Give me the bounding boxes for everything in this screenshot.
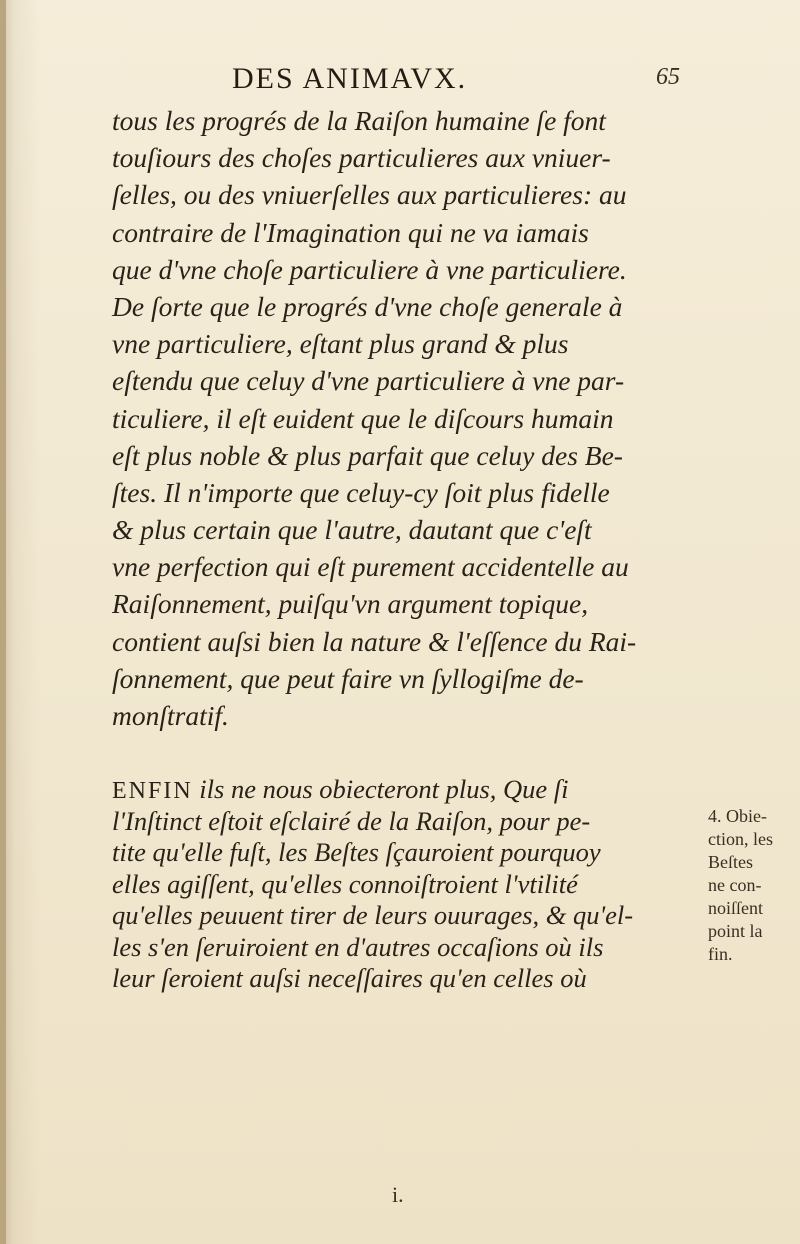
text-line: & plus certain que l'autre, dautant que c'eſt <box>112 514 592 546</box>
margin-note-line: point la <box>708 921 763 941</box>
text-line: l'Inſtinct eſtoit eſclairé de la Raiſon, pour pe- <box>112 805 591 836</box>
text-line: tous les progrés de la Raiſon humaine ſe font <box>112 105 606 136</box>
text-line: leur ſeroient auſsi neceſſaires qu'en celles où <box>112 963 587 993</box>
text-line: contient auſsi bien la nature & l'eſſence du Rai- <box>112 625 637 657</box>
text-line: touſiours des choſes particulieres aux vniuer- <box>112 142 611 174</box>
catchword: i. <box>392 1182 404 1207</box>
text-line: que d'vne choſe particuliere à vne particuliere. <box>112 253 627 285</box>
binding-gutter <box>0 0 6 1244</box>
text-line-rest: ils ne nous obiecteront plus, Que ſi <box>192 774 569 804</box>
opening-word: ENFIN <box>112 778 193 804</box>
text-line <box>112 774 712 806</box>
running-head: DES ANIMAVX. <box>232 62 468 95</box>
text-line: ſtes. Il n'importe que celuy-cy ſoit plus fidelle <box>112 476 610 508</box>
text-line: qu'elles peuuent tirer de leurs ouurages, & qu'el- <box>112 900 634 930</box>
text-line: tite qu'elle fuſt, les Beſtes ſçauroient pourquoy <box>112 837 601 867</box>
paragraph-1 <box>112 102 712 734</box>
page-number: 65 <box>656 64 680 90</box>
page-header <box>0 62 800 102</box>
text-line: vne perfection qui eſt purement accidentelle au <box>112 551 629 583</box>
margin-note-line: ction, les <box>708 829 773 849</box>
margin-note-line: fin. <box>708 944 733 964</box>
margin-note-line: ne con- <box>708 875 762 895</box>
text-line: vne particuliere, eſtant plus grand & plus <box>112 328 569 360</box>
text-line: elles agiſſent, qu'elles connoiſtroient l'vtilité <box>112 868 578 899</box>
text-line: ticuliere, il eſt euident que le diſcours humain <box>112 402 614 434</box>
margin-note-line: 4. Obie- <box>708 806 767 826</box>
margin-note <box>708 805 798 966</box>
text-line: contraire de l'Imagination qui ne va iamais <box>112 216 589 248</box>
paragraph-2 <box>112 774 712 995</box>
margin-note-line: noiſſent <box>708 898 763 918</box>
text-line: eſt plus noble & plus parfait que celuy des Be- <box>112 439 623 471</box>
text-line: Raiſonnement, puiſqu'vn argument topique, <box>112 588 589 620</box>
margin-note-line: Beſtes <box>708 852 753 872</box>
text-line: ſelles, ou des vniuerſelles aux particulieres: au <box>112 179 627 211</box>
text-line: monſtratif. <box>112 700 229 731</box>
text-line: les s'en ſeruiroient en d'autres occaſions où ils <box>112 931 604 962</box>
text-line: ſonnement, que peut faire vn ſyllogiſme de- <box>112 662 584 694</box>
text-line: De ſorte que le progrés d'vne choſe generale à <box>112 290 623 322</box>
text-line: eſtendu que celuy d'vne particuliere à vne par- <box>112 365 625 397</box>
